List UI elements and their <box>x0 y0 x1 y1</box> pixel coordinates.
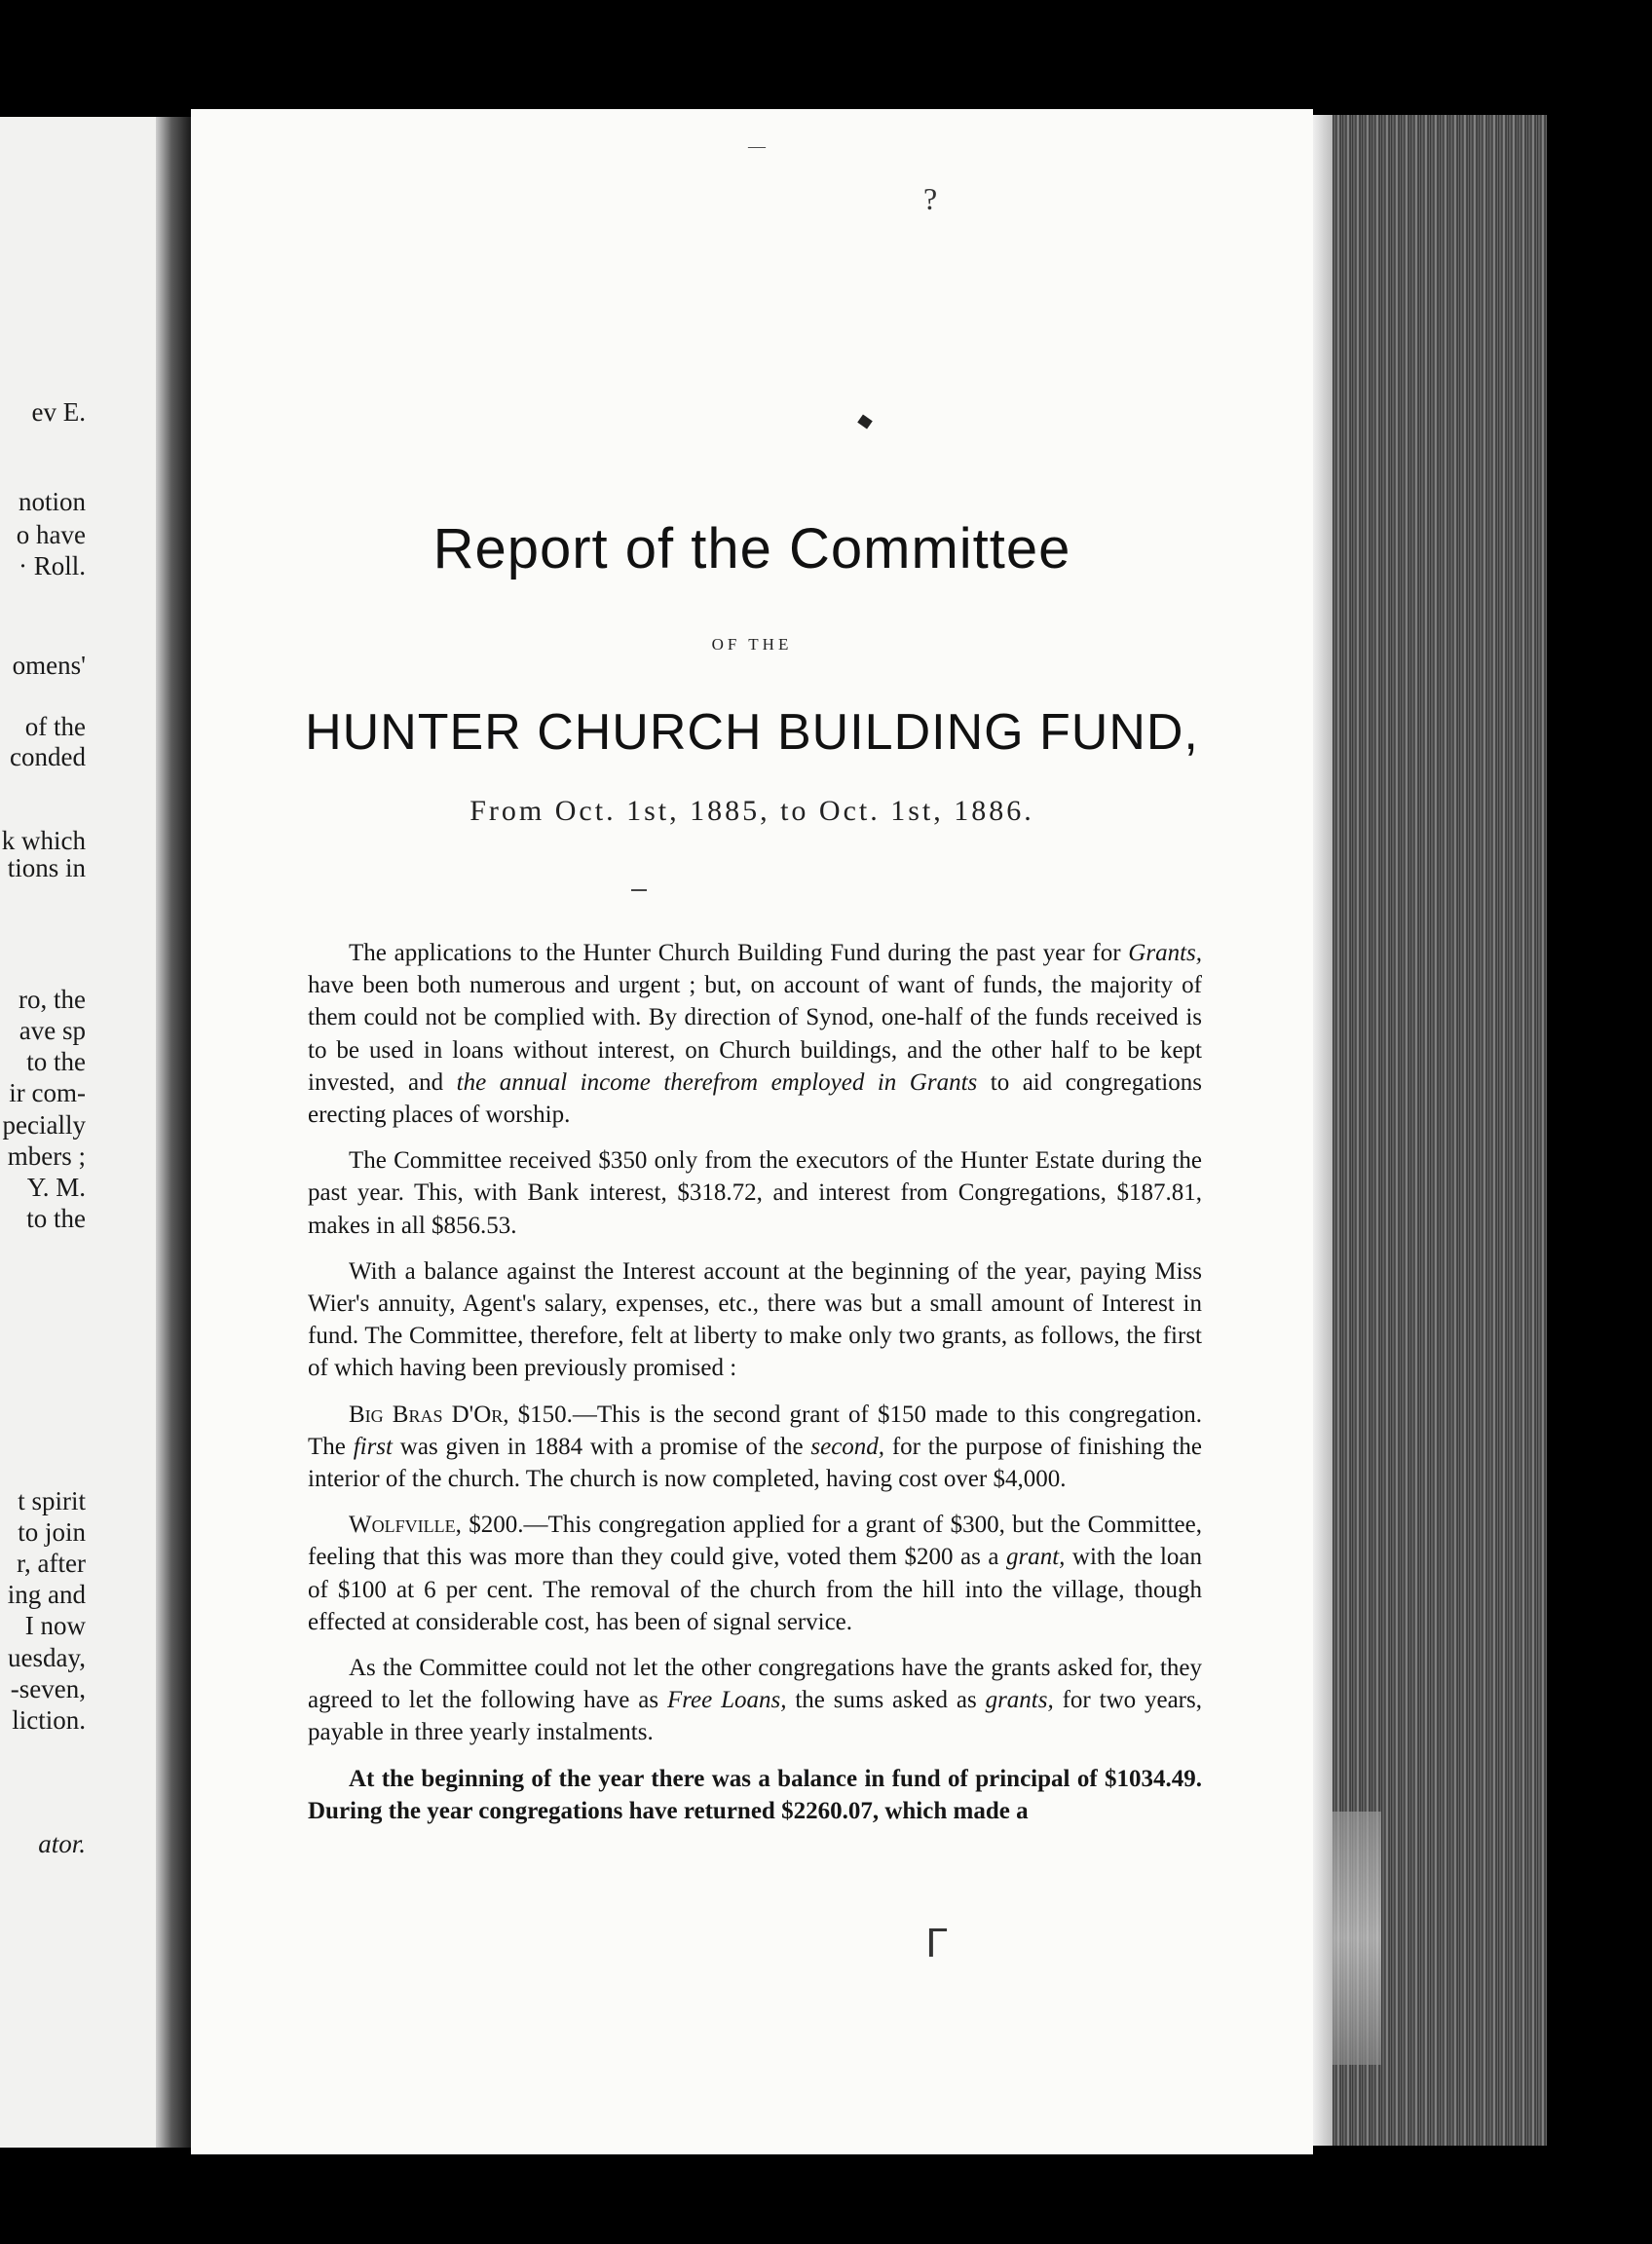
ink-dash-mark: — <box>748 136 766 156</box>
left-page-text-fragment: of the <box>24 712 86 741</box>
report-date-range: From Oct. 1st, 1885, to Oct. 1st, 1886. <box>469 795 1034 827</box>
left-page-text-fragment: to join <box>18 1517 86 1547</box>
paragraph-applications: The applications to the Hunter Church Building Fund during the past year for Grants, have been both numerous and urgent ; but, on account of want of funds, the majority of them could not be complied with. By direction of Synod, one-half of the funds received is to be used in loans without interest, on Church buildings, and the other half to be kept invested, and the annual income therefrom employed in Grants to aid congregations erecting places of worship. <box>308 940 1202 1129</box>
left-page-text-fragment: Y. M. <box>26 1173 86 1202</box>
page-edge-tab <box>1333 1812 1381 2065</box>
left-page-text-fragment: uesday, <box>8 1643 86 1672</box>
left-page-text-fragment: mbers ; <box>7 1141 86 1171</box>
left-page-text-fragment: ev E. <box>31 397 86 427</box>
report-body <box>308 937 1202 1841</box>
left-page-text-fragment: pecially <box>2 1110 86 1140</box>
left-page-text-fragment: to the <box>26 1047 86 1076</box>
paragraph-free-loans: As the Committee could not let the other congregations have the grants asked for, they agreed to let the following have as Free Loans, the sums asked as grants, for two years, payable in three yearly instalments. <box>308 1655 1202 1746</box>
left-page-text-fragment: I now <box>24 1611 86 1640</box>
left-page-text-fragment: -seven, <box>10 1674 86 1703</box>
fund-name-heading: HUNTER CHURCH BUILDING FUND, <box>305 704 1199 761</box>
printer-mark-top: ? <box>923 181 938 216</box>
left-page-text-fragment: t spirit <box>18 1486 86 1515</box>
left-page-text-fragment: o have <box>16 520 86 549</box>
previous-page-fragment <box>0 117 156 2148</box>
paragraph-principal-balance: At the beginning of the year there was a balance in fund of principal of $1034.49. During the year congregations have returned $2260.07, which made a <box>308 1765 1202 1824</box>
paragraph-grant-wolfville: Wolfville, $200.—This congregation applied for a grant of $300, but the Committee, feeling that this was more than they could give, voted them $200 as a grant, with the loan of $100 at 6 per cent. The removal of the church from the hill into the village, though effected at considerable cost, has been of signal service. <box>308 1512 1203 1635</box>
paragraph-grant-big-bras-dor: Big Bras D'Or, $150.—This is the second grant of $150 made to this congregation. The first was given in 1884 with a promise of the second, for the purpose of finishing the interior of the church. The church is now completed, having cost over $4,000. <box>308 1401 1202 1493</box>
left-page-text-fragment: ave sp <box>19 1016 86 1045</box>
left-page-text-fragment: conded <box>10 742 86 771</box>
left-page-text-fragment: ro, the <box>19 985 86 1014</box>
paragraph-interest-balance: With a balance against the Interest account at the beginning of the year, paying Miss Wier's annuity, Agent's salary, expenses, etc., there was but a small amount of Interest in fund. The Committee, therefore, felt at liberty to make only two grants, as follows, the first of which having been previously promised : <box>308 1257 1202 1382</box>
page-edge-highlight <box>1313 115 1333 2146</box>
left-page-text-fragment: r, after <box>17 1549 86 1578</box>
left-page-text-fragment: notion <box>18 487 86 516</box>
book-gutter <box>156 117 191 2148</box>
left-page-text-fragment: omens' <box>12 651 86 680</box>
left-page-text-fragment: ator. <box>38 1829 86 1858</box>
section-divider <box>631 889 647 891</box>
report-title: Report of the Committee <box>432 517 1071 580</box>
left-page-text-fragment: · Roll. <box>18 551 86 580</box>
left-page-text-fragment: tions in <box>7 853 86 882</box>
left-page-text-fragment: k which <box>1 826 86 855</box>
left-page-text-fragment: to the <box>26 1204 86 1233</box>
left-page-text-fragment: ir com- <box>9 1078 86 1107</box>
left-page-text-fragment: liction. <box>12 1705 86 1735</box>
printer-mark-bottom: ᒥ <box>925 1922 948 1965</box>
title-connector: OF THE <box>711 635 793 654</box>
paragraph-receipts: The Committee received $350 only from the executors of the Hunter Estate during the past year. This, with Bank interest, $318.72, and interest from Congregations, $187.81, makes in all $856.53. <box>308 1147 1202 1239</box>
left-page-text-fragment: ing and <box>7 1580 86 1609</box>
